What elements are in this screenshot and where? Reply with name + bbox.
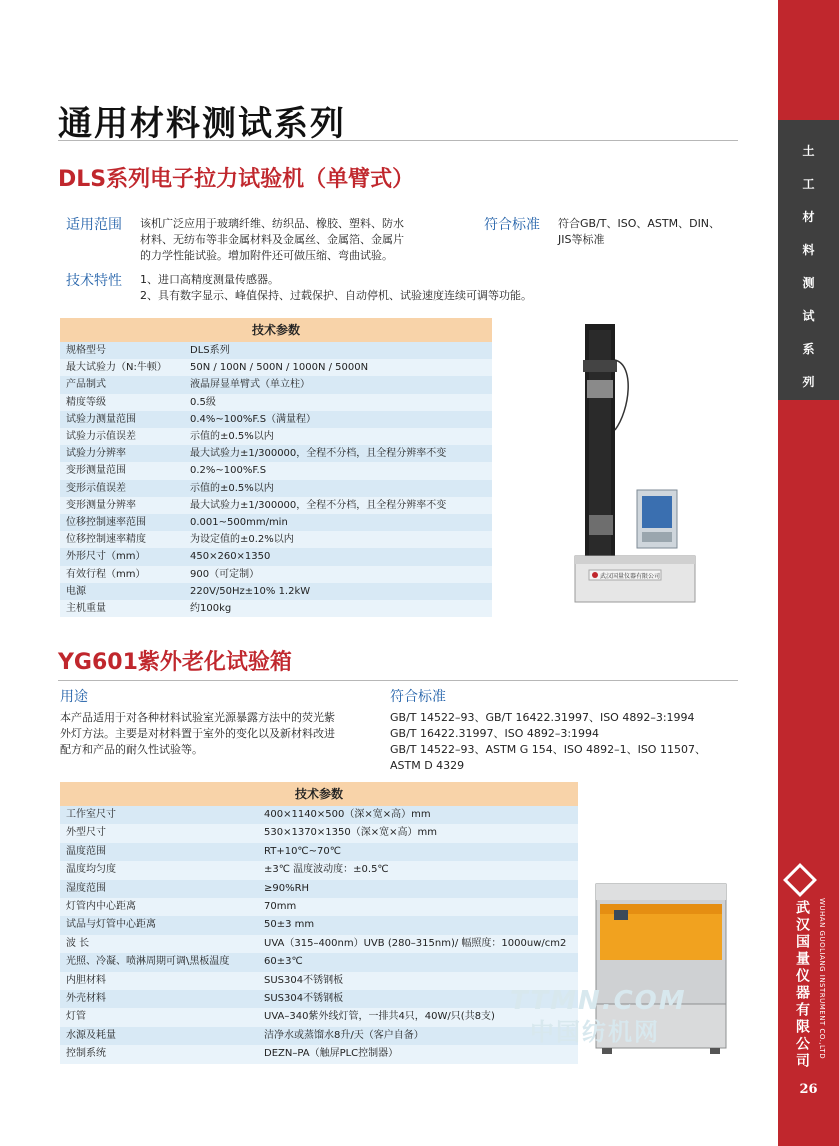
- side-band-char: 系: [802, 342, 815, 356]
- spec-row: [60, 861, 578, 879]
- spec-table-header: 技术参数: [60, 782, 578, 806]
- spec-value: 530×1370×1350（深×宽×高）mm: [264, 827, 437, 839]
- spec-name: 试验力测量范围: [66, 413, 136, 425]
- spec-name: 光照、冷凝、喷淋周期可调\黑板温度: [66, 956, 230, 968]
- usage-line: 配方和产品的耐久性试验等。: [60, 743, 203, 756]
- side-band-category-block: [778, 120, 839, 400]
- standard-line: GB/T 14522–93、GB/T 16422.31997、ISO 4892–3:1994: [390, 711, 695, 724]
- spec-row: [60, 1045, 578, 1063]
- spec-name: 试验力示值误差: [66, 431, 136, 442]
- spec-row: [60, 514, 492, 531]
- feature-line: 1、进口高精度测量传感器。: [140, 273, 279, 286]
- spec-row: [60, 806, 578, 824]
- section1-scope-label: 适用范围: [66, 217, 122, 233]
- spec-name: 精度等级: [66, 396, 106, 408]
- spec-row: [60, 376, 492, 393]
- spec-row: [60, 566, 492, 583]
- spec-row: [60, 916, 578, 934]
- spec-row: [60, 898, 578, 916]
- side-band-char: 土: [802, 144, 815, 158]
- section1-title: DLS系列电子拉力试验机（单臂式）: [58, 167, 415, 192]
- spec-row: [60, 411, 492, 428]
- section1-scope-text: [140, 216, 470, 264]
- spec-name: 外壳材料: [66, 993, 106, 1004]
- spec-value: 液晶屏显单臂式（单立柱）: [190, 379, 310, 391]
- section2-divider: [58, 680, 738, 681]
- spec-value: 最大试验力±1/300000，全程不分档，且全程分辨率不变: [190, 499, 447, 511]
- spec-value: 0.5级: [190, 396, 216, 408]
- spec-row: [60, 462, 492, 479]
- spec-value: 900（可定制）: [190, 568, 260, 580]
- section2-title: YG601紫外老化试验箱: [58, 650, 292, 675]
- standard-line: ASTM D 4329: [390, 759, 465, 772]
- section2-standard-label: 符合标准: [390, 689, 446, 705]
- spec-value: 60±3℃: [264, 956, 303, 968]
- spec-row: [60, 583, 492, 600]
- spec-row: [60, 935, 578, 953]
- spec-value: SUS304不锈钢板: [264, 993, 344, 1004]
- company-name: 武汉国量仪器有限公司: [794, 900, 810, 1070]
- page-title: 通用材料测试系列: [58, 104, 346, 144]
- spec-value: 50±3 mm: [264, 919, 315, 931]
- side-band-char: 试: [802, 309, 815, 323]
- side-band-char: 列: [802, 375, 815, 389]
- spec-value: SUS304不锈钢板: [264, 974, 344, 986]
- spec-row: [60, 480, 492, 497]
- spec-name: 波 长: [66, 937, 90, 949]
- spec-row: [60, 548, 492, 565]
- spec-row: [60, 990, 578, 1008]
- spec-value: 0.001~500mm/min: [190, 517, 288, 528]
- side-band-char: 工: [802, 177, 815, 191]
- spec-row: [60, 843, 578, 861]
- spec-value: UVA–340紫外线灯管，一排共4只，40W/只(共8支): [264, 1011, 495, 1023]
- section2-standard-text: [390, 710, 770, 774]
- section2-spec-table: [60, 782, 578, 1072]
- spec-value: UVA（315–400nm）UVB (280–315nm)/ 幅照度：1000uw/cm2: [264, 937, 567, 949]
- spec-name: 工作室尺寸: [66, 809, 116, 820]
- spec-value: DEZN–PA（触屏PLC控制器）: [264, 1048, 399, 1060]
- spec-value: DLS系列: [190, 345, 230, 356]
- spec-name: 变形测量范围: [66, 465, 126, 477]
- spec-value: 为设定值的±0.2%以内: [190, 534, 294, 546]
- section2-usage-text: [60, 710, 380, 758]
- section1-features-text: [140, 272, 760, 304]
- spec-row: [60, 1027, 578, 1045]
- section1-standard-label: 符合标准: [484, 217, 540, 233]
- machine-nameplate: 武汉国量仪器有限公司: [600, 573, 661, 580]
- spec-name: 变形示值误差: [66, 482, 126, 494]
- spec-value: 450×260×1350: [190, 551, 271, 563]
- spec-name: 变形测量分辨率: [66, 499, 136, 511]
- watermark-text: TTMN.COM: [510, 986, 687, 1016]
- usage-line: 本产品适用于对各种材料试验室光源暴露方法中的荧光紫: [60, 711, 335, 724]
- spec-row: [60, 1008, 578, 1026]
- spec-name: 规格型号: [66, 345, 106, 356]
- section2-usage-label: 用途: [60, 689, 88, 705]
- scope-line: 该机广泛应用于玻璃纤维、纺织品、橡胶、塑料、防水: [140, 217, 404, 230]
- spec-name: 灯管内中心距离: [66, 901, 136, 912]
- tensile-testing-machine-photo: [505, 320, 743, 620]
- spec-row: [60, 972, 578, 990]
- spec-name: 位移控制速率范围: [66, 517, 146, 528]
- section1-standard-text: [558, 216, 758, 248]
- spec-row: [60, 531, 492, 548]
- spec-name: 内胆材料: [66, 974, 106, 986]
- spec-name: 主机重量: [66, 603, 106, 614]
- spec-value: 约100kg: [190, 603, 232, 614]
- spec-value: ±3℃ 温度波动度：±0.5℃: [264, 864, 389, 876]
- spec-name: 有效行程（mm）: [66, 568, 146, 580]
- spec-name: 试品与灯管中心距离: [66, 919, 156, 931]
- spec-name: 外形尺寸（mm）: [66, 551, 146, 563]
- spec-name: 电源: [66, 585, 86, 597]
- spec-table-header: 技术参数: [60, 318, 492, 342]
- standard-line: GB/T 16422.31997、ISO 4892–3:1994: [390, 727, 600, 740]
- scope-line: 的力学性能试验。增加附件还可做压缩、弯曲试验。: [140, 249, 393, 262]
- spec-row: [60, 953, 578, 971]
- spec-name: 试验力分辨率: [66, 448, 126, 460]
- spec-row: [60, 497, 492, 514]
- side-band-char: 料: [802, 243, 815, 257]
- spec-name: 产品制式: [66, 379, 106, 391]
- side-band-char: 测: [802, 276, 815, 290]
- spec-name: 湿度范围: [66, 882, 106, 894]
- standard-line: GB/T 14522–93、ASTM G 154、ISO 4892–1、ISO 11507、: [390, 743, 706, 756]
- spec-value: 70mm: [264, 901, 297, 912]
- spec-name: 温度均匀度: [66, 864, 116, 876]
- spec-row: [60, 600, 492, 617]
- standard-line: JIS等标准: [558, 233, 605, 246]
- spec-value: 示值的±0.5%以内: [190, 431, 274, 442]
- side-band-char: 材: [802, 210, 815, 224]
- title-divider: [58, 140, 738, 141]
- page-number: 26: [799, 1082, 818, 1097]
- spec-name: 控制系统: [66, 1048, 106, 1060]
- spec-name: 外型尺寸: [66, 827, 106, 839]
- spec-value: 最大试验力±1/300000，全程不分档，且全程分辨率不变: [190, 448, 447, 460]
- spec-row: [60, 394, 492, 411]
- spec-row: [60, 342, 492, 359]
- spec-row: [60, 445, 492, 462]
- section1-features-label: 技术特性: [66, 273, 122, 289]
- spec-value: 洁净水或蒸馏水8升/天（客户自备）: [264, 1029, 424, 1041]
- usage-line: 外灯方法。主要是对材料置于室外的变化以及新材料改进: [60, 727, 335, 740]
- spec-name: 温度范围: [66, 845, 106, 857]
- spec-value: 0.4%~100%F.S（满量程）: [190, 413, 317, 425]
- spec-value: 220V/50Hz±10% 1.2kW: [190, 585, 311, 597]
- feature-line: 2、具有数字显示、峰值保持、过载保护、自动停机、试验速度连续可调等功能。: [140, 289, 532, 302]
- spec-row: [60, 880, 578, 898]
- spec-value: 50N / 100N / 500N / 1000N / 5000N: [190, 362, 369, 374]
- spec-row: [60, 824, 578, 842]
- spec-value: RT+10℃~70℃: [264, 845, 341, 857]
- spec-value: 示值的±0.5%以内: [190, 482, 274, 494]
- spec-value: 0.2%~100%F.S: [190, 465, 267, 477]
- company-name-en: WUHAN GUOLIANG INSTRUMENT CO.,LTD: [818, 898, 826, 1060]
- spec-row: [60, 359, 492, 376]
- plate-logo-icon: [592, 572, 598, 578]
- spec-value: 400×1140×500（深×宽×高）mm: [264, 809, 431, 820]
- spec-name: 位移控制速率精度: [66, 534, 146, 546]
- standard-line: 符合GB/T、ISO、ASTM、DIN、: [558, 217, 721, 230]
- watermark-text: 中国纺机网: [530, 1018, 660, 1046]
- spec-name: 灯管: [66, 1011, 86, 1023]
- section1-spec-table: [60, 318, 492, 618]
- scope-line: 材料、无纺布等非金属材料及金属丝、金属箔、金属片: [140, 233, 404, 246]
- spec-row: [60, 428, 492, 445]
- spec-name: 水源及耗量: [66, 1029, 116, 1041]
- spec-name: 最大试验力（N:牛顿）: [66, 362, 167, 374]
- spec-value: ≥90%RH: [264, 882, 310, 894]
